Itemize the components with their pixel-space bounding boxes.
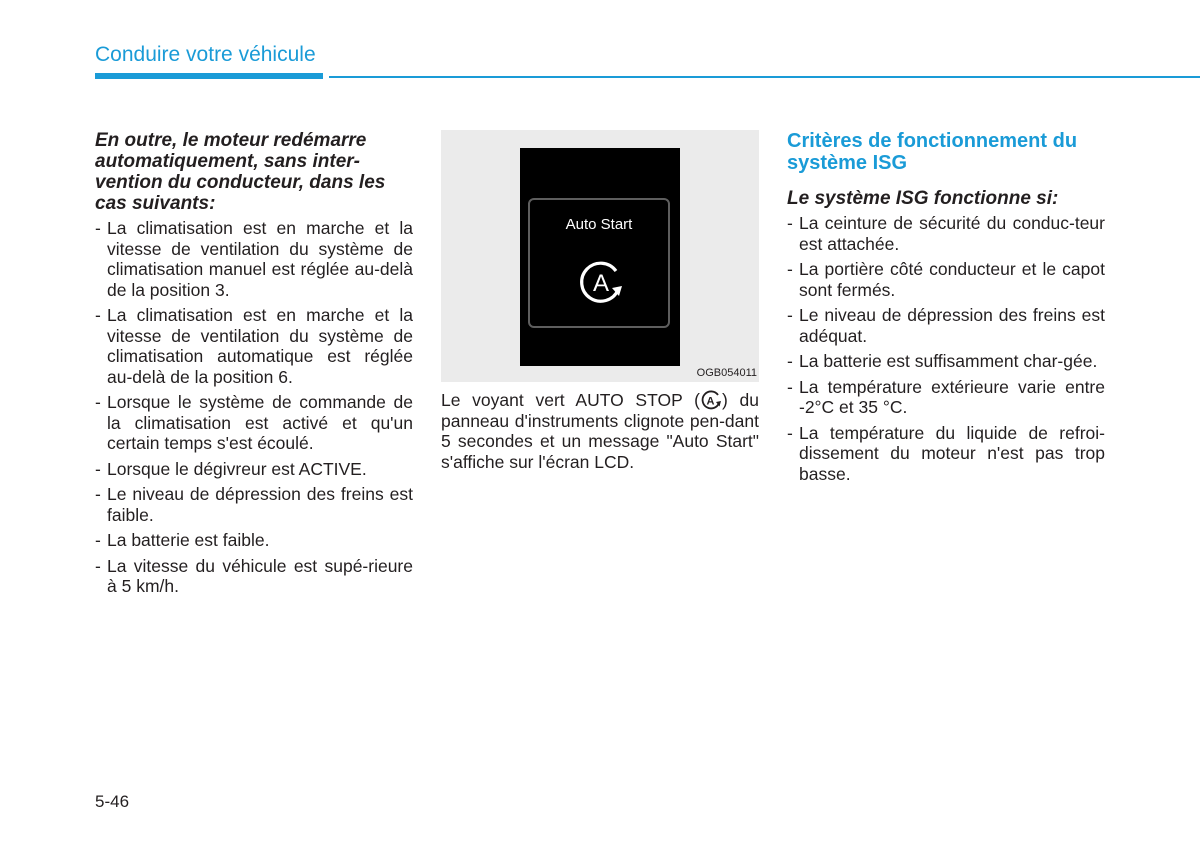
list-item: - La portière côté conducteur et le capot sont fermés. xyxy=(787,259,1105,300)
list-item: - Le niveau de dépression des freins est adéquat. xyxy=(787,305,1105,346)
left-column xyxy=(95,130,413,602)
auto-stop-icon xyxy=(700,390,722,410)
list-item: - Le niveau de dépression des freins est faible. xyxy=(95,484,413,525)
list-item: - La vitesse du véhicule est supé-rieure à 5 km/h. xyxy=(95,555,413,596)
section-header-title: Conduire votre véhicule xyxy=(95,43,316,66)
lcd-figure xyxy=(441,130,759,382)
list-item: - La ceinture de sécurité du conduc-teur est attachée. xyxy=(787,213,1105,254)
svg-text:A: A xyxy=(592,270,610,297)
restart-conditions-list xyxy=(95,218,413,597)
list-item: - La climatisation est en marche et la vitesse de ventilation du système de climatisation manuel est réglée au-delà de la position 3. xyxy=(95,218,413,300)
header-rule xyxy=(329,76,1200,78)
right-column xyxy=(787,130,1105,489)
page-number: 5-46 xyxy=(95,792,130,811)
auto-start-icon xyxy=(576,258,626,308)
list-item: - Lorsque le système de commande de la climatisation est activé et qu'un certain temps s'est écoulé. xyxy=(95,392,413,453)
lcd-message-panel xyxy=(528,198,670,328)
svg-text:A: A xyxy=(706,395,715,408)
lcd-screen xyxy=(520,148,680,366)
isg-conditions-list xyxy=(787,213,1105,484)
list-item: - La climatisation est en marche et la vitesse de ventilation du système de climatisation automatique est réglée au-delà de la position 6. xyxy=(95,305,413,387)
list-item: - La température extérieure varie entre -2°C et 35 °C. xyxy=(787,376,1105,417)
list-item: - La température du liquide de refroi-dissement du moteur n'est pas trop basse. xyxy=(787,422,1105,484)
lcd-message-text: Auto Start xyxy=(565,216,633,233)
list-item: - La batterie est faible. xyxy=(95,530,270,550)
header-rule-accent xyxy=(95,73,323,79)
list-item: - Lorsque le dégivreur est ACTIVE. xyxy=(95,458,367,479)
figure-code: OGB054011 xyxy=(696,367,757,379)
middle-column xyxy=(441,130,759,490)
restart-conditions-heading: En outre, le moteur redémarre automatiquement, sans inter-vention du conducteur, dans les cas suivants: xyxy=(95,130,386,214)
isg-conditions-heading: Le système ISG fonctionne si: xyxy=(787,188,1059,209)
list-item: - La batterie est suffisamment char-gée. xyxy=(787,351,1098,371)
isg-criteria-title: Critères de fonctionnement du système ISG xyxy=(787,130,1078,174)
auto-stop-description: Le voyant vert AUTO STOP ( A ) du panneau d'instruments clignote pen-dant 5 secondes et un message "Auto Start" s'affiche sur l'écran LCD. xyxy=(441,390,759,472)
